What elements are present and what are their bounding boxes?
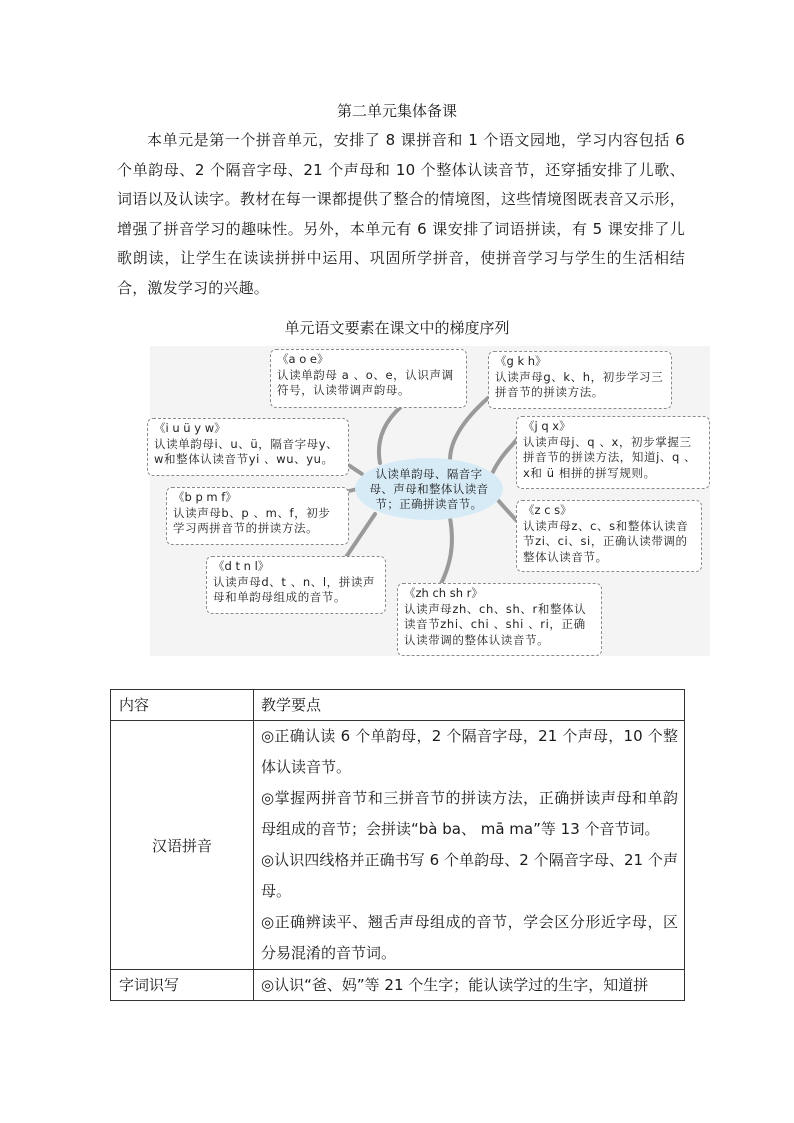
mindmap-title: 单元语文要素在课文中的梯度序列 [284,319,510,337]
branch-zcs [496,498,518,522]
table-row [111,721,685,970]
node-description: 认读声母b、p 、m、f，初步学习两拼音节的拼读方法。 [173,505,331,535]
mindmap-node-dtnl [206,556,386,614]
point-item: ◎认识四线格并正确书写 6 个单韵母、2 个隔音字母、21 个声母。 [261,851,678,900]
row-label: 字词识写 [111,970,254,1001]
teaching-points-table [110,689,685,1001]
node-title: 《zh ch sh r》 [404,586,483,600]
row-points [254,721,685,970]
node-title: 《b p m f》 [173,490,237,504]
node-description: 认读声母j、q 、x，初步掌握三拼音节的拼读方法，知道j、q 、x和 ü 相拼的拼写规则。 [523,434,697,480]
mindmap-node-zhchshr [397,583,602,656]
node-title: 《g k h》 [495,354,547,368]
table-row [111,970,685,1001]
node-title: 《d t n l》 [213,559,270,573]
node-title: 《j q x》 [523,419,571,433]
node-description: 认读声母g、k、h，初步学习三拼音节的拼读方法。 [495,369,664,399]
point-item: ◎正确辨读平、翘舌声母组成的音节，学会区分形近字母，区分易混淆的音节词。 [261,913,678,962]
node-description: 认读单韵母i、u、ü，隔音字母y、w和整体认读音节yi 、wu、yu。 [154,436,339,466]
intro-paragraph [117,126,685,303]
node-description: 认读声母zh、ch、sh、r和整体认读音节zhi、chi 、shi 、ri，正确认读带调的整体认读音节。 [404,601,587,647]
node-description: 认读声母z、c、s和整体认读音节zi、ci、si，正确认读带调的整体认读音节。 [523,518,689,564]
row-label: 汉语拼音 [111,721,254,970]
header-content: 内容 [111,690,254,721]
node-description: 认读声母d、t 、n、l，拼读声母和单韵母组成的音节。 [213,574,376,604]
intro-text: 本单元是第一个拼音单元，安排了 8 课拼音和 1 个语文园地，学习内容包括 6 个单韵母、2 个隔音字母、21 个声母和 10 个整体认读音节，还穿插安排了儿歌、词语以及认读字。教材在每一课都提供了整合的情境图，这些情境图既表音又示形，增强了拼音学习的趣味性。另外，本单元有 6 课安排了词语拼读，有 5 课安排了儿歌朗读，让学生在读读拼拼中运用、巩固所学拼音，使拼音学习与学生的生活相结合，激发学习的兴趣。 [117,131,685,297]
mindmap-node-bpmf [166,487,349,545]
point-item: ◎正确认读 6 个单韵母，2 个隔音字母，21 个声母，10 个整体认读音节。 [261,727,678,776]
center-node-text: 认读单韵母、隔音字母、声母和整体认读音节；正确拼读音节。 [369,466,489,511]
table-header-row [111,690,685,721]
node-title: 《i u ü y w》 [154,421,226,435]
document-title: 第二单元集体备课 [336,102,457,120]
mindmap-node-jqx [516,416,710,489]
branch-jqx [492,438,518,474]
row-points [254,970,685,1001]
point-item: ◎掌握两拼音节和三拼音节的拼读方法，正确拼读声母和单韵母组成的音节；会拼读“bà ba、 mā ma”等 13 个音节词。 [261,789,678,838]
node-description: 认读单韵母 a 、o、e，认识声调符号，认读带调声韵母。 [277,367,454,397]
mindmap-node-aoe [270,349,467,408]
header-teaching-points: 教学要点 [254,690,685,721]
branch-aoe [379,401,408,463]
mindmap-center-node [355,458,503,520]
node-title: 《a o e》 [277,352,329,366]
mindmap-node-iuvyw [147,418,349,476]
mindmap-node-gkh [488,351,672,409]
mindmap-node-zcs [516,500,702,572]
branch-zhchshr [440,518,452,586]
node-title: 《z c s》 [523,503,572,517]
point-item: ◎认识“爸、妈”等 21 个生字；能认读学过的生字，知道拼 [261,976,649,994]
